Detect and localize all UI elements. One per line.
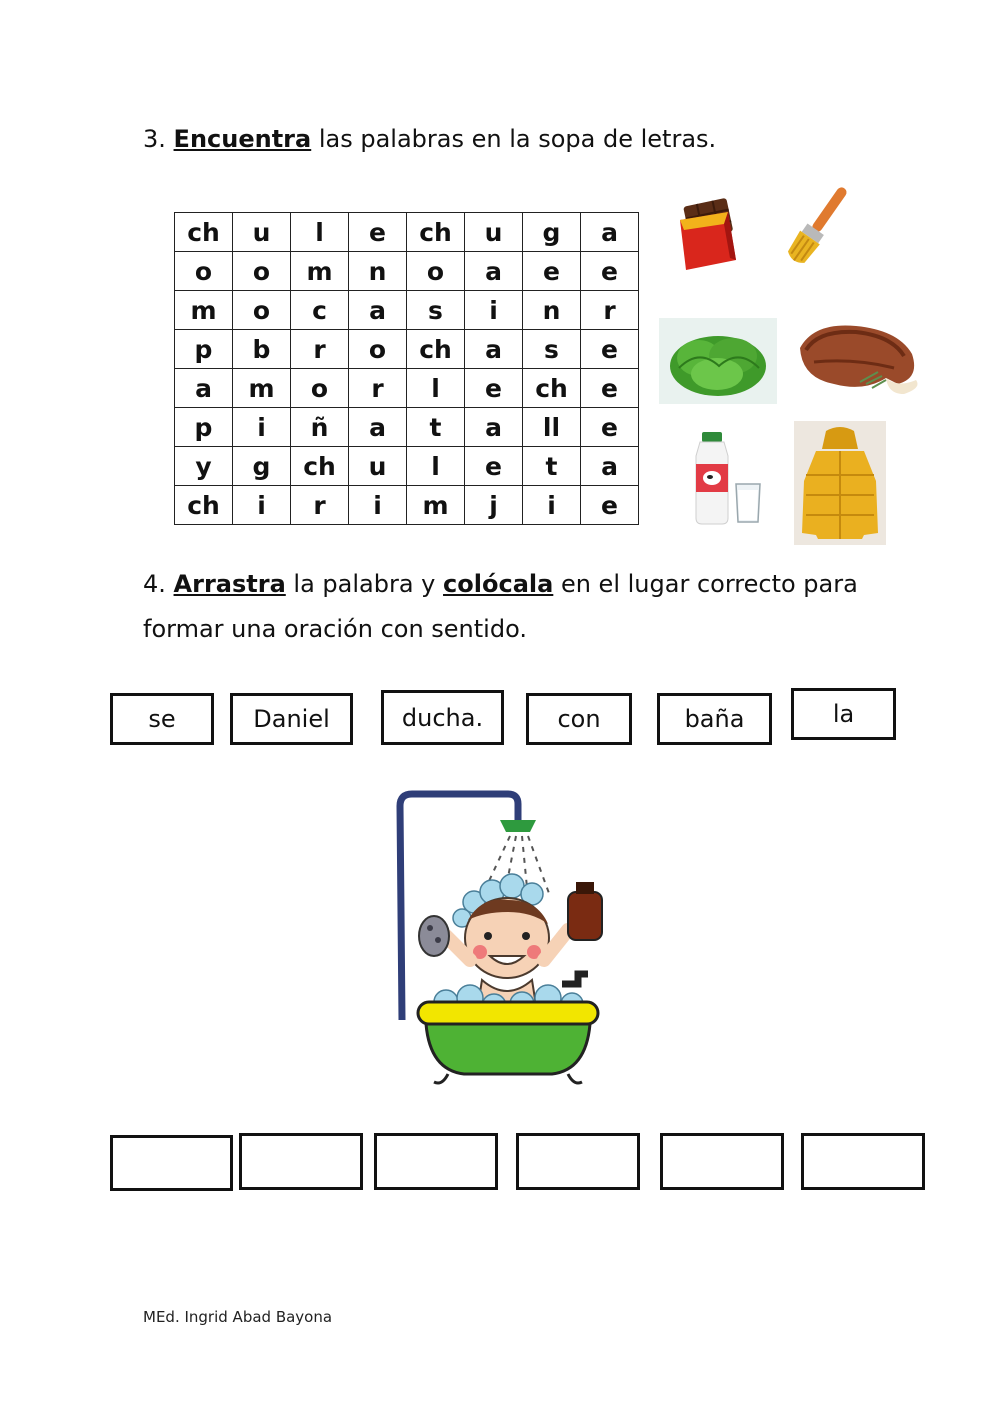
grid-letter-cell[interactable]: p [175,330,233,369]
grid-letter-cell[interactable]: e [581,486,639,525]
lettuce-image [659,318,777,404]
grid-letter-cell[interactable]: o [175,252,233,291]
word-tile[interactable]: la [791,688,896,740]
answer-slot-2[interactable] [239,1133,363,1190]
milk-bottle-image [684,430,768,526]
grid-letter-cell[interactable]: o [407,252,465,291]
grid-letter-cell[interactable]: r [291,330,349,369]
grid-letter-cell[interactable]: u [465,213,523,252]
grid-letter-cell[interactable]: a [465,408,523,447]
grid-letter-cell[interactable]: i [465,291,523,330]
grid-letter-cell[interactable]: ch [291,447,349,486]
grid-row [175,213,639,252]
grid-letter-cell[interactable]: i [349,486,407,525]
question-text: en el lugar correcto para formar una oración con sentido. [143,570,858,643]
grid-letter-cell[interactable]: ll [523,408,581,447]
grid-letter-cell[interactable]: u [349,447,407,486]
question-number: 4. [143,570,166,598]
answer-slot-6[interactable] [801,1133,925,1190]
question-keyword: Encuentra [173,125,312,153]
question-text: las palabras en la sopa de letras. [318,125,717,153]
grid-letter-cell[interactable]: m [291,252,349,291]
word-tile[interactable]: ducha. [381,690,504,745]
grid-letter-cell[interactable]: ñ [291,408,349,447]
grid-row [175,486,639,525]
grid-letter-cell[interactable]: n [523,291,581,330]
grid-letter-cell[interactable]: r [291,486,349,525]
grid-letter-cell[interactable]: p [175,408,233,447]
grid-letter-cell[interactable]: a [349,291,407,330]
paintbrush-image [782,178,854,274]
grid-letter-cell[interactable]: e [523,252,581,291]
word-tile[interactable]: con [526,693,632,745]
grid-letter-cell[interactable]: r [581,291,639,330]
yellow-jacket-image [794,421,886,545]
grid-row [175,447,639,486]
grid-letter-cell[interactable]: s [523,330,581,369]
grid-letter-cell[interactable]: g [233,447,291,486]
grid-letter-cell[interactable]: l [407,447,465,486]
grid-letter-cell[interactable]: e [465,447,523,486]
grid-letter-cell[interactable]: e [581,330,639,369]
grid-letter-cell[interactable]: u [233,213,291,252]
grid-letter-cell[interactable]: c [291,291,349,330]
grid-row [175,252,639,291]
grid-letter-cell[interactable]: a [175,369,233,408]
grid-row [175,291,639,330]
question-keyword: colócala [443,570,554,598]
word-search-grid[interactable] [174,212,639,525]
grid-letter-cell[interactable]: ch [407,213,465,252]
word-tile[interactable]: se [110,693,214,745]
grid-letter-cell[interactable]: m [407,486,465,525]
grid-letter-cell[interactable]: a [349,408,407,447]
grid-row [175,330,639,369]
steak-image [794,318,924,400]
grid-letter-cell[interactable]: e [581,252,639,291]
grid-letter-cell[interactable]: j [465,486,523,525]
grid-letter-cell[interactable]: t [523,447,581,486]
answer-slot-3[interactable] [374,1133,498,1190]
grid-letter-cell[interactable]: r [349,369,407,408]
grid-letter-cell[interactable]: ch [407,330,465,369]
author-footer: MEd. Ingrid Abad Bayona [143,1308,333,1326]
answer-slot-1[interactable] [110,1135,233,1191]
grid-row [175,369,639,408]
grid-letter-cell[interactable]: t [407,408,465,447]
grid-letter-cell[interactable]: a [465,330,523,369]
grid-letter-cell[interactable]: ch [523,369,581,408]
grid-letter-cell[interactable]: b [233,330,291,369]
grid-letter-cell[interactable]: o [349,330,407,369]
grid-letter-cell[interactable]: a [465,252,523,291]
grid-letter-cell[interactable]: e [465,369,523,408]
grid-letter-cell[interactable]: m [233,369,291,408]
grid-letter-cell[interactable]: ch [175,486,233,525]
grid-letter-cell[interactable]: o [233,291,291,330]
grid-letter-cell[interactable]: e [581,369,639,408]
question-3-instruction [143,117,716,162]
grid-letter-cell[interactable]: e [581,408,639,447]
grid-row [175,408,639,447]
grid-letter-cell[interactable]: g [523,213,581,252]
grid-letter-cell[interactable]: s [407,291,465,330]
grid-letter-cell[interactable]: i [233,408,291,447]
question-text: la palabra y [293,570,436,598]
question-number: 3. [143,125,166,153]
grid-letter-cell[interactable]: a [581,447,639,486]
grid-letter-cell[interactable]: e [349,213,407,252]
boy-bathing-illustration [382,770,632,1104]
word-tile[interactable]: baña [657,693,772,745]
word-tile[interactable]: Daniel [230,693,353,745]
grid-letter-cell[interactable]: i [233,486,291,525]
grid-letter-cell[interactable]: l [407,369,465,408]
grid-letter-cell[interactable]: o [291,369,349,408]
grid-letter-cell[interactable]: n [349,252,407,291]
grid-letter-cell[interactable]: y [175,447,233,486]
answer-slot-5[interactable] [660,1133,784,1190]
question-keyword: Arrastra [173,570,286,598]
grid-letter-cell[interactable]: i [523,486,581,525]
chocolate-bar-image [672,198,744,274]
answer-slot-4[interactable] [516,1133,640,1190]
grid-letter-cell[interactable]: ch [175,213,233,252]
grid-letter-cell[interactable]: m [175,291,233,330]
grid-letter-cell[interactable]: l [291,213,349,252]
grid-letter-cell[interactable]: a [581,213,639,252]
grid-letter-cell[interactable]: o [233,252,291,291]
question-4-instruction [143,562,863,652]
